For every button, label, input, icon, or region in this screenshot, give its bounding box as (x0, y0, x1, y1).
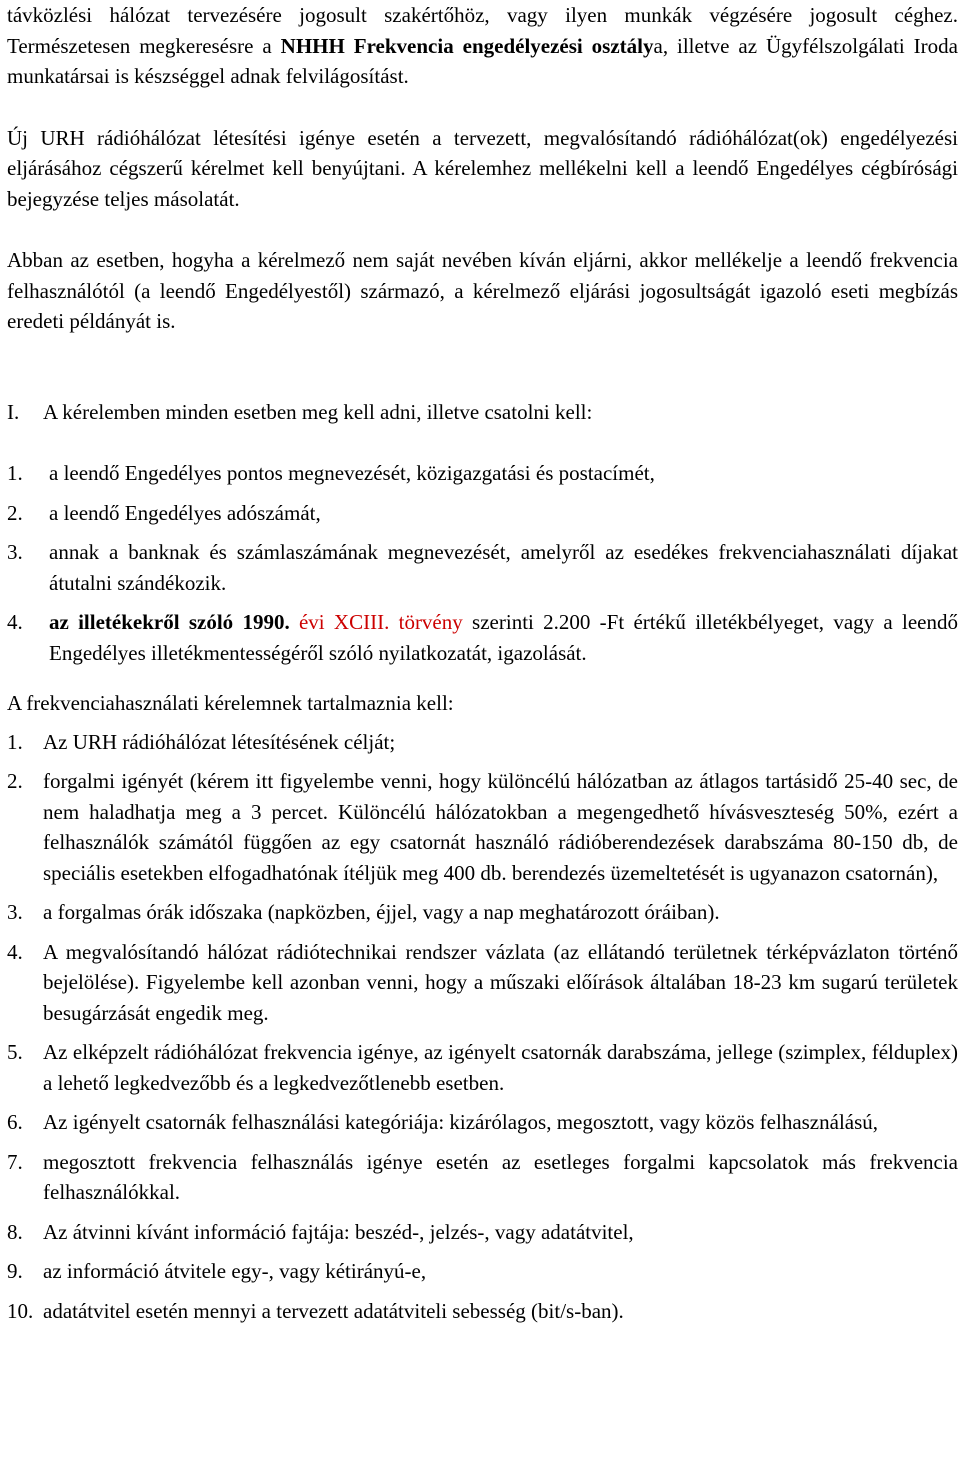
list-item-text: a leendő Engedélyes pontos megnevezését, közigazgatási és postacímét, (49, 461, 655, 485)
list-item (7, 1037, 958, 1098)
list-item-number: 10. (7, 1298, 34, 1323)
list-item (7, 937, 958, 1029)
list-item (7, 727, 958, 758)
list-item-number: 2. (7, 500, 23, 525)
list-item-number: 3. (7, 540, 23, 564)
list-item-text: forgalmi igényét (kérem itt figyelembe venni, hogy különcélú hálózatban az átlagos tartásidő 25-40 sec, de nem haladhatja meg a 3 percet. Különcélú hálózatokban a megengedhető hívásveszteség 50%, ezért a felhasználók számától függően az egy csatornát használó rádióberendezések darabszáma 80-150 db, de speciális esetekben elfogadhatónak ítéljük meg 400 db. berendezés üzemeltetését is ugyanazon csatornán), (43, 769, 958, 885)
list-item-number: 1. (7, 729, 23, 754)
list-item (7, 1217, 958, 1248)
list-item-text: Az URH rádióhálózat létesítésének célját; (43, 729, 396, 754)
list-item-text: a forgalmas órák időszaka (napközben, éjjel, vagy a nap meghatározott óráiban). (43, 900, 720, 924)
required-items-list (7, 458, 958, 668)
law-reference-bold: az illetékekről szóló 1990. (49, 610, 290, 634)
list-item-number: 4. (7, 939, 23, 964)
stamp-duty-text-b: 200 -Ft értékű illetékbélyeget, vagy a leendő Engedélyes illetékmentességéről szóló nyilatkozatát, igazolását. (49, 610, 959, 665)
list-item-number: 5. (7, 1040, 23, 1064)
list-item (7, 766, 958, 888)
section-1-number: I. (7, 399, 20, 424)
list-item-number: 2. (7, 769, 23, 793)
list-item-number: 9. (7, 1259, 23, 1283)
list-item-text: Az átvinni kívánt információ fajtája: beszéd-, jelzés-, vagy adatátvitel, (43, 1219, 634, 1244)
list-item-number: 7. (7, 1149, 23, 1174)
paragraph-1 (7, 0, 958, 92)
list-item (7, 897, 958, 928)
stamp-duty-text-a: szerinti 2. (472, 610, 559, 634)
list-item (7, 1107, 958, 1138)
list-item (7, 537, 958, 598)
paragraph-1-text-b: a, illetve az Ügyfélszolgálati Iroda munkatársai is készséggel adnak felvilágosítást. (7, 33, 958, 88)
paragraph-2: Új URH rádióhálózat létesítési igénye esetén a tervezett, megvalósítandó rádióhálózat(ok) engedélyezési eljárásához cégszerű kérelmet kell benyújtani. A kérelemhez mellékelni kell a leendő Engedélyes cégbírósági bejegyzése teljes másolatát. (7, 125, 958, 211)
list-item-text: Az igényelt csatornák felhasználási kategóriája: kizárólagos, megosztott, vagy közös felhasználású, (43, 1110, 879, 1134)
list-item (7, 607, 958, 668)
list-item (7, 498, 958, 529)
list-item-number: 4. (7, 610, 23, 634)
list-item-text: az információ átvitele egy-, vagy kétirányú-e, (43, 1259, 427, 1283)
list-item-text: annak a banknak és számlaszámának megnevezését, amelyről az esedékes frekvenciahasználati díjakat átutalni szándékozik. (49, 540, 958, 595)
list-item-text: megosztott frekvencia felhasználás igénye esetén az esetleges forgalmi kapcsolatok más frekvencia felhasználókkal. (43, 1149, 958, 1204)
list-item (7, 1256, 958, 1287)
list-item-number: 8. (7, 1219, 23, 1244)
list-item-text: a leendő Engedélyes adószámát, (49, 500, 321, 525)
application-contents-list (7, 727, 958, 1327)
section-1-title: A kérelemben minden esetben meg kell adni, illetve csatolni kell: (43, 399, 593, 424)
list-item-text (49, 607, 958, 668)
law-reference-link[interactable]: törvény (398, 610, 463, 634)
list-item-number: 3. (7, 900, 23, 924)
paragraph-1-bold: NHHH Frekvencia engedélyezési osztály (280, 33, 654, 58)
paragraph-1-text-a: távközlési hálózat tervezésére jogosult szakértőhöz, vagy ilyen munkák végzésére jogosult céghez. Természetesen megkeresésre a (7, 3, 958, 58)
list-item-text: Az elképzelt rádióhálózat frekvencia igénye, az igényelt csatornák darabszáma, jellege (szimplex, félduplex) a lehető legkedvezőbb és a legkedvezőtlenebb esetben. (43, 1040, 958, 1095)
list-item-number: 1. (7, 461, 23, 485)
paragraph-3: Abban az esetben, hogyha a kérelmező nem saját nevében kíván eljárni, akkor mellékelje a leendő frekvencia felhasználótól (a leendő Engedélyestől) származó, a kérelmező eljárási jogosultságát igazoló eseti megbízás eredeti példányát is. (7, 248, 958, 333)
law-reference-link[interactable]: évi XCIII. (298, 610, 390, 634)
list-item-text: A megvalósítandó hálózat rádiótechnikai rendszer vázlata (az ellátandó területnek térképvázlaton történő bejelölése). Figyelembe kell azonban venni, hogy a műszaki előírások általában 18-23 km sugarú területek besugárzását engedik meg. (43, 939, 958, 1025)
list-item (7, 458, 958, 489)
list-item (7, 1296, 958, 1327)
list-item-number: 6. (7, 1110, 23, 1134)
list-item (7, 1147, 958, 1208)
application-contents-intro: A frekvenciahasználati kérelemnek tartalmaznia kell: (7, 691, 454, 715)
list-item-text: adatátvitel esetén mennyi a tervezett adatátviteli sebesség (bit/s-ban). (43, 1298, 624, 1323)
section-1-heading (7, 397, 958, 428)
